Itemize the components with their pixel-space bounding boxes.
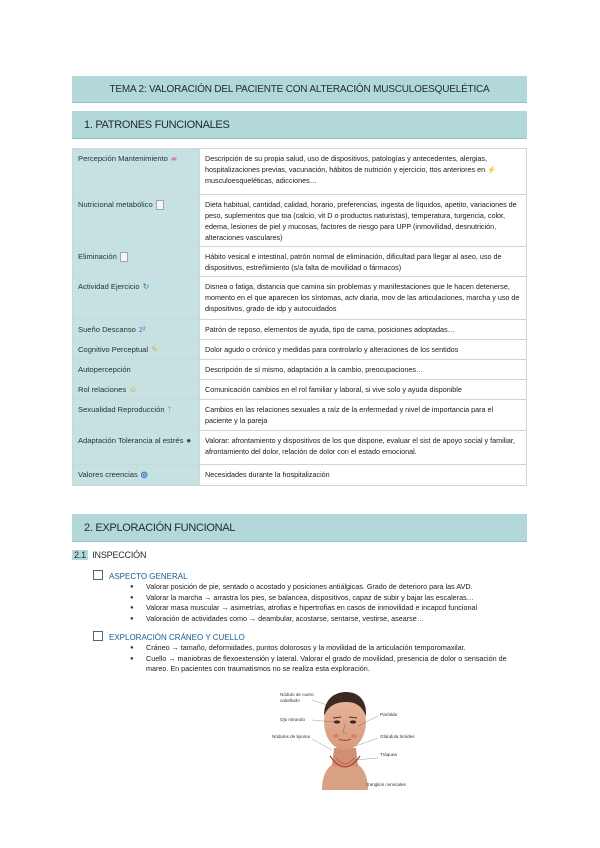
block-title: EXPLORACIÓN CRÁNEO Y CUELLO — [109, 633, 245, 642]
patterns-table — [72, 148, 527, 486]
pattern-row — [73, 400, 527, 431]
pattern-label: Actividad Ejercicio — [78, 282, 140, 291]
pattern-label-cell — [73, 360, 200, 380]
pattern-label-cell — [73, 277, 200, 320]
pattern-label: Valores creencias — [78, 470, 138, 479]
pattern-label: Percepción Mantenimiento — [78, 154, 168, 163]
pin-icon: † — [167, 405, 172, 414]
pattern-description: Descripción de su propia salud, uso de dispositivos, patologías y antecedentes, alergias, hospitalizaciones previas, vacunación, hábitos de nutrición y ejercicio, ttos anteriores en ⚡ musculoesqueléticas, adicciones… — [200, 149, 527, 195]
pattern-label: Adaptación Tolerancia al estrés — [78, 436, 184, 445]
document-icon — [156, 200, 164, 210]
pattern-label: Nutricional metabólico — [78, 200, 153, 209]
figure-label: Tráquea — [380, 752, 397, 757]
pattern-label: Eliminación — [78, 252, 117, 261]
pattern-row — [73, 340, 527, 360]
list-item: ● Cuello → maniobras de flexoextensión y lateral. Valorar el grado de movilidad, presencia de dolor o sensación de mareo. En pacientes con traumatismos no se realiza esta exploración. — [130, 654, 525, 675]
pattern-row — [73, 195, 527, 247]
section-heading-exploracion: 2. EXPLORACIÓN FUNCIONAL — [72, 514, 527, 542]
pattern-label-cell — [73, 195, 200, 247]
page-title: TEMA 2: VALORACIÓN DEL PACIENTE CON ALTERACIÓN MUSCULOESQUELÉTICA — [72, 76, 527, 103]
runner-icon: ↻ — [142, 282, 150, 291]
subsection-label: INSPECCIÓN — [92, 550, 147, 560]
pattern-description: Valorar: afrontamiento y dispositivos de los que dispone, evaluar el sist de apoyo social y familiar, afrontamiento del dolor, relación de dolor con el estado emocional. — [200, 431, 527, 465]
pattern-label-cell — [73, 400, 200, 431]
craneo-cuello-list — [130, 643, 525, 675]
pattern-description: Dolor agudo o crónico y medidas para controlarlo y alteraciones de los sentidos — [200, 340, 527, 360]
target-icon: ◎ — [140, 470, 148, 479]
pattern-label: Cognitivo Perceptual — [78, 345, 149, 354]
pattern-row — [73, 149, 527, 195]
pattern-label-cell — [73, 340, 200, 360]
aspecto-general-list — [130, 582, 525, 624]
figure-label: Nódulo de cuero cabelludo — [280, 692, 314, 703]
checkbox-icon[interactable] — [93, 570, 103, 580]
list-item: ● Valoración de actividades como → deambular, acostarse, sentarse, vestirse, asearse… — [130, 614, 525, 625]
document-icon — [120, 252, 128, 262]
pattern-row — [73, 247, 527, 277]
pattern-description: Comunicación cambios en el rol familiar y laboral, si vive solo y ayuda disponible — [200, 380, 527, 400]
pattern-description: Patrón de reposo, elementos de ayuda, tipo de cama, posiciones adoptadas… — [200, 320, 527, 340]
list-item: ● Cráneo → tamaño, deformidades, puntos dolorosos y la movilidad de la articulación temporomaxilar. — [130, 643, 525, 654]
figure-label: Glándula tiroides — [380, 734, 415, 739]
people-icon: ☺ — [129, 385, 138, 394]
head-neck-anatomy-figure — [270, 686, 420, 790]
pattern-row — [73, 465, 527, 486]
pattern-label-cell — [73, 465, 200, 486]
pattern-label-cell — [73, 149, 200, 195]
pattern-row — [73, 431, 527, 465]
pattern-description: Cambios en las relaciones sexuales a raíz de la enfermedad y nivel de importancia para el paciente y la pareja — [200, 400, 527, 431]
pattern-description: Necesidades durante la hospitalización — [200, 465, 527, 486]
subsection-number: 2.1 — [74, 550, 86, 560]
subsection-inspeccion — [72, 548, 146, 562]
figure-label: Ganglios cervicales — [366, 782, 406, 787]
section-heading-patrones: 1. PATRONES FUNCIONALES — [72, 111, 527, 139]
pattern-label: Sueño Descanso — [78, 325, 136, 334]
figure-label: Ojo mirando — [280, 717, 306, 722]
sleep-icon: z² — [138, 325, 146, 334]
block-title: ASPECTO GENERAL — [109, 572, 188, 581]
pattern-label: Sexualidad Reproducción — [78, 405, 165, 414]
figure-label: Parótida — [380, 712, 398, 717]
pill-icon: ▰ — [170, 154, 178, 163]
pattern-description: Hábito vesical e intestinal, patrón normal de eliminación, dificultad para llegar al aseo, uso de dispositivos, estreñimiento (s/a falta de movilidad o fármacos) — [200, 247, 527, 277]
pattern-description: Descripción de sí mismo, adaptación a la cambio, preocupaciones… — [200, 360, 527, 380]
pattern-label-cell — [73, 380, 200, 400]
bomb-icon: ● — [186, 436, 192, 445]
block-craneo-cuello — [93, 631, 245, 643]
list-item: ● Valorar la marcha → arrastra los pies, se balancea, dispositivos, capaz de subir y bajar las escaleras… — [130, 593, 525, 604]
pattern-label: Autopercepción — [78, 365, 131, 374]
pattern-description: Disnea o fatiga, distancia que camina sin problemas y manifestaciones que le hacen detenerse, momento en el que aparecen los síntomas, actv diaria, mov de las articulaciones, marcha y uso de dispositivos, grado de idp y autocuidados — [200, 277, 527, 320]
list-item: ● Valorar posición de pie, sentado o acostado y posiciones antiálgicas. Grado de deterioro para las AVD. — [130, 582, 525, 593]
checkbox-icon[interactable] — [93, 631, 103, 641]
pattern-row — [73, 360, 527, 380]
pattern-label-cell — [73, 431, 200, 465]
pattern-label-cell — [73, 247, 200, 277]
pattern-row — [73, 320, 527, 340]
pattern-label: Rol relaciones — [78, 385, 127, 394]
pattern-description: Dieta habitual, cantidad, calidad, horario, preferencias, ingesta de líquidos, apetito, variaciones de peso, suplementos que toa (calcio, vit D o productos naturistas), temperatura, turgencia, color, edema, lesiones de piel y mucosas, factores de riesgo para UPP (inmovilidad, desnutrición, alteraciones vasculares) — [200, 195, 527, 247]
pattern-label-cell — [73, 320, 200, 340]
block-aspecto-general — [93, 570, 188, 582]
figure-label: Nódulos de lipoma — [272, 734, 311, 739]
list-item: ● Valorar masa muscular → asimetrías, atrofias e hipertrofias en casos de inmovilidad e incapcd funcional — [130, 603, 525, 614]
pencil-icon: ✎ — [151, 345, 158, 354]
pattern-row — [73, 277, 527, 320]
pattern-row — [73, 380, 527, 400]
